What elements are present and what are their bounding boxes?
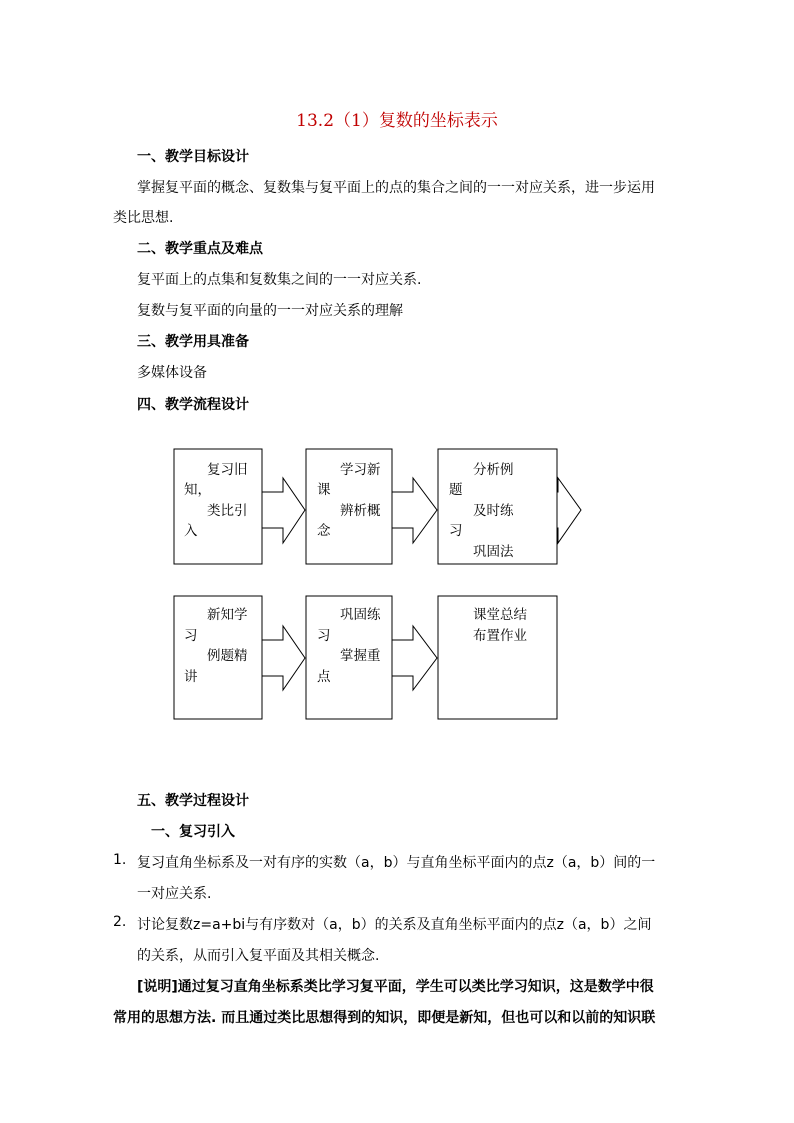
- flow-box-5-line4: 点: [317, 669, 331, 685]
- item-2-line2: 的关系，从而引入复平面及其相关概念.: [137, 948, 380, 964]
- flow-box-2-line3: 辨析概: [340, 503, 381, 519]
- flow-box-2-line4: 念: [317, 523, 331, 539]
- flow-box-3-line5: 巩固法: [473, 544, 514, 560]
- item-1-line1: 复习直角坐标系及一对有序的实数（a，b）与直角坐标平面内的点z（a，b）间的一: [137, 855, 656, 871]
- flow-arrow-2: [388, 478, 437, 543]
- flow-arrow-1: [258, 478, 305, 543]
- objectives-text-line2: 类比思想.: [113, 210, 174, 226]
- flow-box-3-line4: 习: [449, 523, 463, 539]
- flow-box-3-line1: 分析例: [473, 462, 514, 478]
- flow-box-2-line1: 学习新: [340, 462, 381, 478]
- section-heading-key-points: 二、教学重点及难点: [137, 241, 263, 257]
- flow-box-5-line2: 习: [317, 628, 331, 644]
- flow-box-5-line3: 掌握重: [340, 648, 381, 664]
- flow-box-3-line2: 题: [449, 482, 463, 498]
- flow-box-1-line2: 知，: [184, 482, 211, 498]
- section-heading-process: 五、教学过程设计: [137, 793, 249, 809]
- item-1-number: 1.: [113, 852, 127, 868]
- item-1-line2: 一对应关系.: [137, 886, 212, 902]
- section-heading-flow: 四、教学流程设计: [137, 397, 249, 413]
- flow-box-4-line2: 习: [184, 628, 198, 644]
- flow-box-1-line4: 入: [184, 523, 198, 539]
- section-heading-objectives: 一、教学目标设计: [137, 149, 249, 165]
- subsection-review: 一、复习引入: [151, 824, 235, 840]
- key-point-1: 复平面上的点集和复数集之间的一一对应关系.: [137, 272, 422, 288]
- flow-box-6-line1: 课堂总结: [473, 607, 527, 623]
- flow-box-2-line2: 课: [317, 482, 331, 498]
- flow-arrow-3: [556, 478, 581, 543]
- section-heading-tools: 三、教学用具准备: [137, 334, 249, 350]
- key-point-2: 复数与复平面的向量的一一对应关系的理解: [137, 303, 403, 319]
- flow-box-3-line3: 及时练: [473, 503, 514, 519]
- flow-box-4-line1: 新知学: [207, 607, 248, 623]
- item-2-line1: 讨论复数z=a+bi与有序数对（a，b）的关系及直角坐标平面内的点z（a，b）之间: [137, 917, 652, 933]
- flow-box-6-line2: 布置作业: [473, 628, 527, 644]
- flow-arrow-4: [258, 626, 305, 690]
- note-line1: [说明]通过复习直角坐标系类比学习复平面，学生可以类比学习知识，这是数学中很: [137, 979, 654, 995]
- flow-box-1-line1: 复习旧: [207, 462, 248, 478]
- flow-box-4-line4: 讲: [184, 669, 198, 685]
- objectives-text-line1: 掌握复平面的概念、复数集与复平面上的点的集合之间的一一对应关系，进一步运用: [137, 180, 655, 196]
- flow-box-4-line3: 例题精: [207, 648, 248, 664]
- page-title: 13.2（1）复数的坐标表示: [296, 111, 498, 131]
- tools-text: 多媒体设备: [137, 365, 207, 381]
- note-line2: 常用的思想方法. 而且通过类比思想得到的知识，即便是新知，但也可以和以前的知识联: [113, 1010, 656, 1026]
- flow-box-1-line3: 类比引: [207, 503, 248, 519]
- item-2-number: 2.: [113, 914, 127, 930]
- flow-box-5-line1: 巩固练: [340, 607, 381, 623]
- flow-arrow-5: [388, 626, 437, 690]
